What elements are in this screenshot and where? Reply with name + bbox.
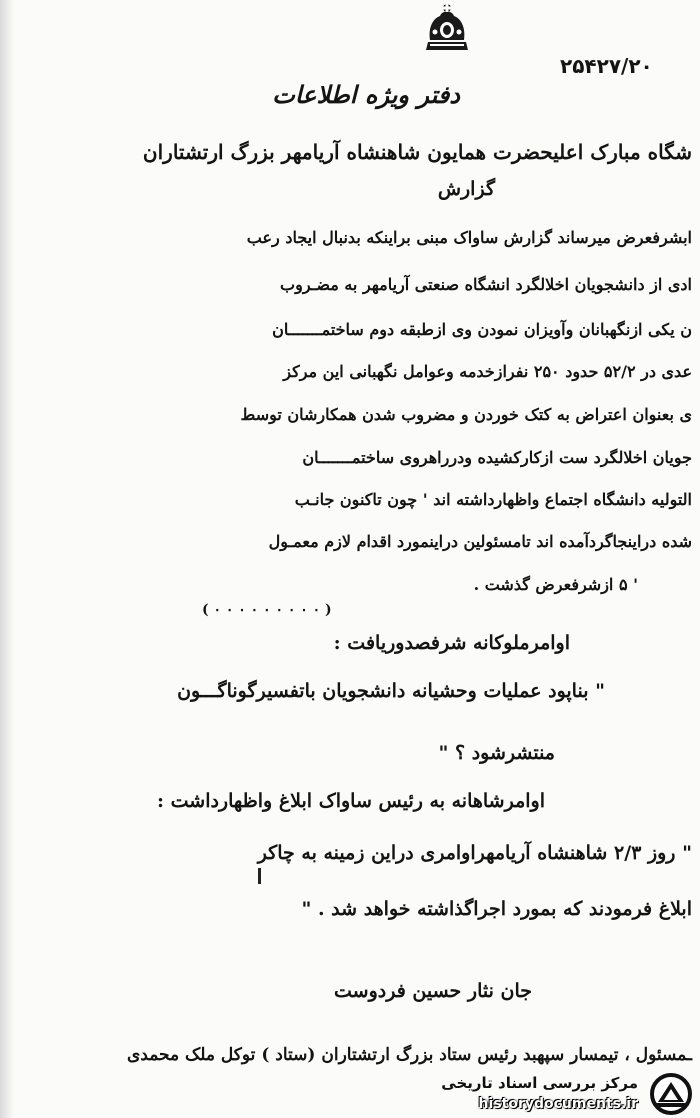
royal-order-heading-2: اوامرشاهانه به رئیس ساواک ابلاغ واظهارداشت :	[156, 790, 545, 812]
archive-watermark	[441, 1070, 700, 1118]
body-line: التولیه دانشگاه اجتماع واظهارداشته اند ' چون تاکنون جانـب	[294, 490, 692, 509]
handwritten-tick-mark	[258, 868, 261, 884]
copy-recipient-line: ـمسئول ، تیمسار سپهبد رئیس ستاد بزرگ ارتشتاران (ستاد ) توکل ملک محمدی	[127, 1045, 692, 1065]
crown-emblem-icon	[422, 2, 472, 56]
elision-dots: ( ۰ ۰ ۰ ۰ ۰ ۰ ۰ ۰ ۰ )	[202, 602, 332, 618]
body-line: شده دراینجاگردآمده اند تامسئولین دراینمورد اقدام لازم معمـول	[268, 532, 692, 551]
scan-edge-shadow	[0, 0, 14, 1118]
signature-line: جان نثار حسین فردوست	[334, 980, 532, 1002]
royal-order-quote-1: " بناپود عملیات وحشیانه دانشجویان باتفسیرگوناگـــون	[177, 680, 605, 702]
watermark-org-name: مرکز بررسی اسناد تاریخی	[441, 1074, 638, 1092]
body-line: جویان اخلالگرد ست ازکارکشیده ودرراهروی ساختمـــــــان	[302, 448, 692, 467]
royal-order-quote-2: " روز ۲/۳ شاهنشاه آریامهراوامری دراین زمینه به چاکر	[257, 842, 692, 864]
body-line: ی بعنوان اعتراض به کتک خوردن و مضروب شدن همکارشان توسط	[240, 405, 692, 424]
body-line: ادی از دانشجویان اخلالگرد انشگاه صنعتی آریامهر به مضـروب	[280, 275, 692, 294]
document-number: ۲۵۴۲۷/۲۰	[560, 54, 653, 78]
royal-order-quote-1-continued: منتشرشود ؟ "	[438, 742, 555, 764]
body-line: ن یکی ازنگهبانان وآویزان نمودن وی ازطبقه دوم ساختمـــــــان	[272, 320, 692, 339]
body-line: عدی در ۵۲/۲ حدود ۲۵۰ نفرازخدمه وعوامل نگهبانی این مرکز	[283, 362, 692, 381]
royal-order-quote-2-continued: ابلاغ فرمودند که بمورد اجراگذاشته خواهد شد . "	[301, 898, 692, 920]
archive-logo-icon	[648, 1072, 694, 1116]
watermark-url: historydocuments.ir	[478, 1096, 638, 1112]
royal-order-heading-1: اوامرملوکانه شرفصدوریافت :	[333, 632, 570, 654]
body-line: ابشرفعرض میرساند گزارش ساواک مبنی براینکه بدنبال ایجاد رعب	[246, 228, 692, 247]
office-title: دفتر ویژه اطلاعات	[272, 80, 460, 109]
report-heading: گزارش	[437, 178, 495, 200]
body-line: ' ۵ ازشرفعرض گذشت .	[473, 575, 638, 594]
addressee-line: شگاه مبارک اعلیحضرت همایون شاهنشاه آریامهر بزرگ ارتشتاران	[142, 140, 692, 164]
